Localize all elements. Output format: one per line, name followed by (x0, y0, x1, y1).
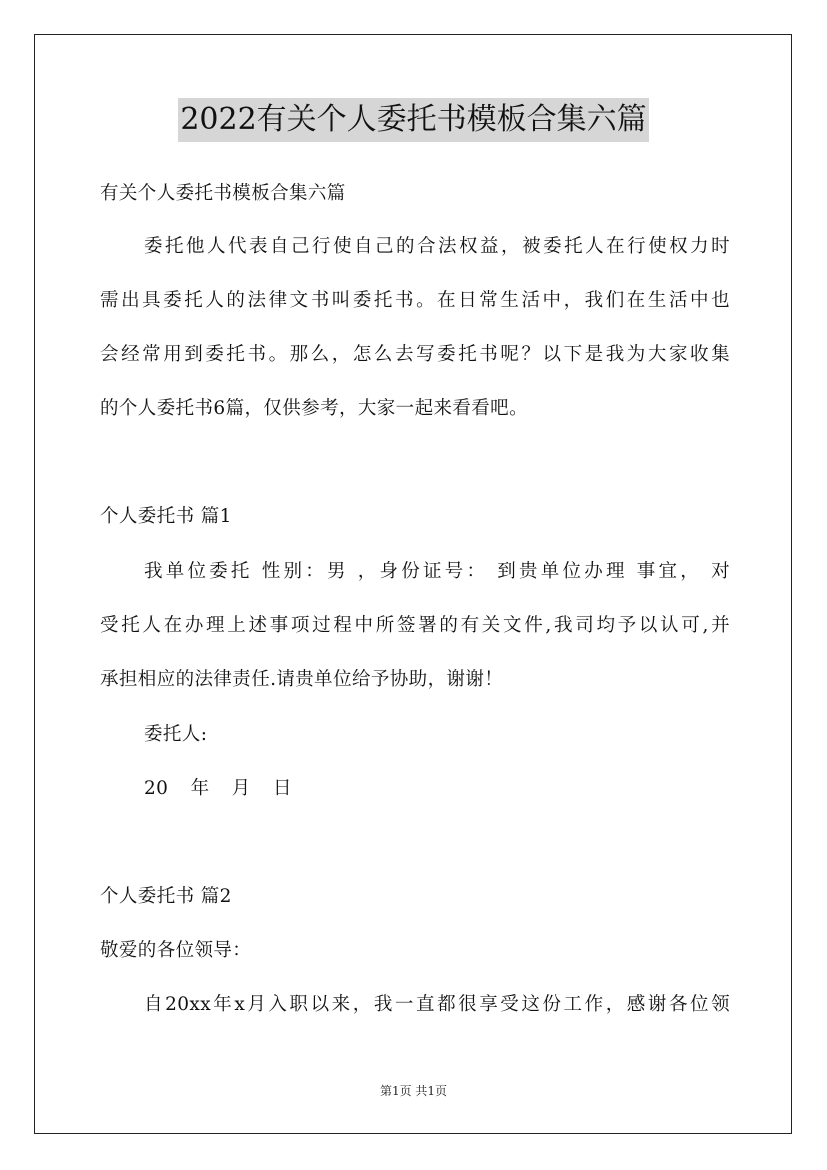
document-title: 2022有关个人委托书模板合集六篇 (178, 98, 648, 142)
date-line: 20 年 月 日 (144, 778, 292, 799)
greeting-line: 敬爱的各位领导： (100, 940, 252, 961)
section-heading: 个人委托书 篇1 (100, 506, 232, 527)
intro-line: 需出具委托人的法律文书叫委托书。在日常生活中，我们在生活中也 (100, 290, 730, 311)
section-body-line: 承担相应的法律责任.请贵单位给予协助，谢谢！ (100, 669, 504, 690)
title-wrap (0, 98, 827, 142)
document-subtitle: 有关个人委托书模板合集六篇 (100, 183, 346, 204)
intro-line: 会经常用到委托书。那么，怎么去写委托书呢？以下是我为大家收集 (100, 344, 730, 365)
section-body-line: 我单位委托 性别：男 ，身份证号： 到贵单位办理 事宜， 对 (144, 561, 730, 582)
page-footer: 第1页 共1页 (379, 1084, 448, 1098)
signature-line: 委托人: (144, 724, 208, 745)
section-body-line: 受托人在办理上述事项过程中所签署的有关文件,我司均予以认可,并 (100, 615, 730, 636)
section-heading: 个人委托书 篇2 (100, 886, 232, 907)
intro-line: 的个人委托书6篇，仅供参考，大家一起来看看吧。 (100, 398, 528, 419)
intro-line: 委托他人代表自己行使自己的合法权益，被委托人在行使权力时 (144, 236, 730, 257)
section-body-line: 自20xx年x月入职以来，我一直都很享受这份工作，感谢各位领 (144, 994, 730, 1015)
